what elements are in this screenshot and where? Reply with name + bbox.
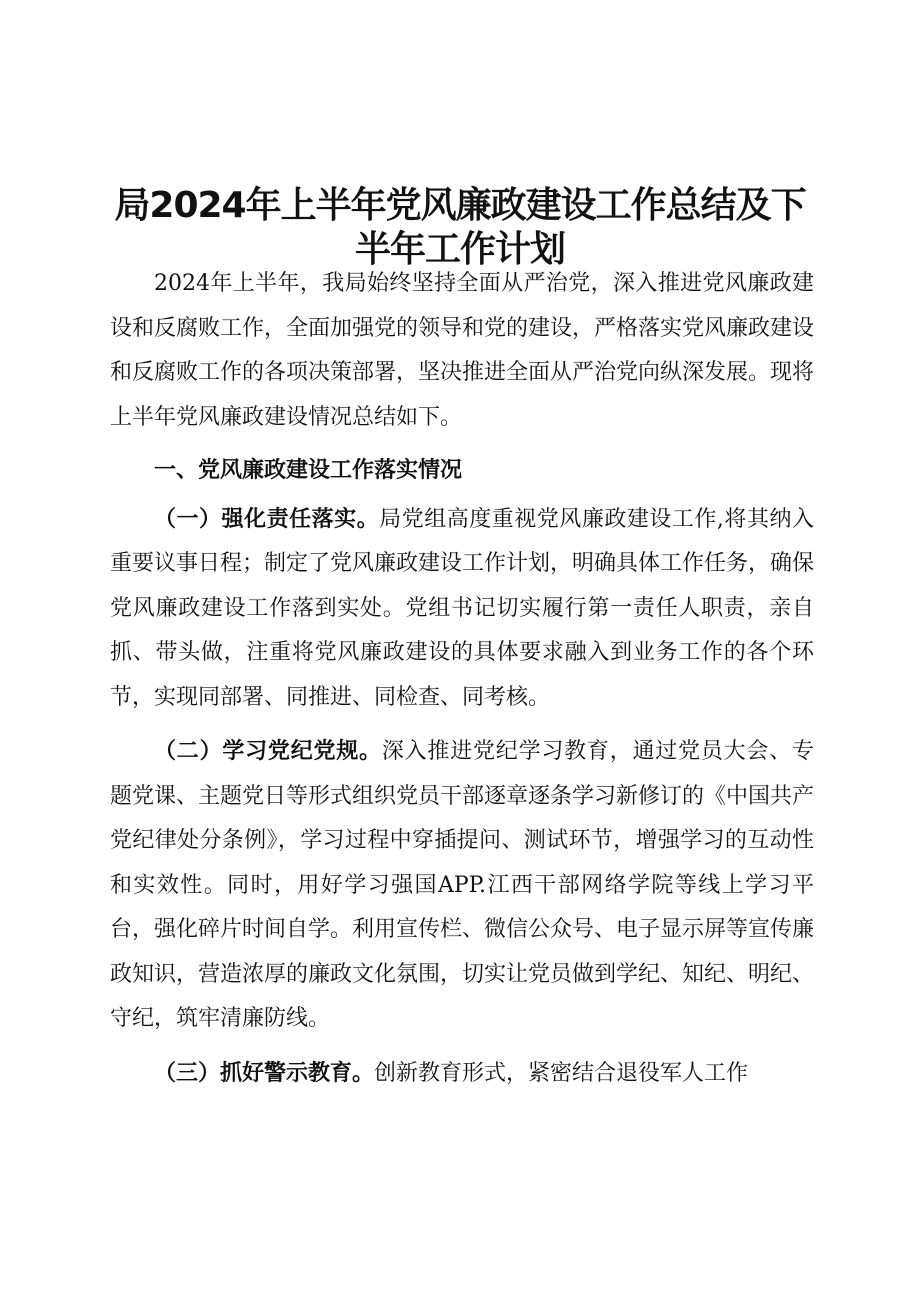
- item-paragraph-2: [110, 729, 814, 1042]
- item-body-3: 创新教育形式，紧密结合退役军人工作: [374, 1060, 749, 1086]
- item-lead-1: （一）强化责任落实。: [154, 505, 380, 532]
- item-body-2: 深入推进党纪学习教育，通过党员大会、专题党课、主题党日等形式组织党员干部逐章逐条学习新修订的《中国共产党纪律处分条例》，学习过程中穿插提问、测试环节，增强学习的互动性和实效性。同时，用好学习强国APP.江西干部网络学院等线上学习平台，强化碎片时间自学。利用宣传栏、微信公众号、电子显示屏等宣传廉政知识，营造浓厚的廉政文化氛围，切实让党员做到学纪、知纪、明纪、守纪，筑牢清廉防线。: [110, 739, 815, 1031]
- title-line-2: 半年工作计划: [354, 229, 565, 271]
- section-heading-1: 一、党风廉政建设工作落实情况: [154, 457, 463, 483]
- item-paragraph-3: [110, 1051, 814, 1097]
- title-line-1: 局2024年上半年党风廉政建设工作总结及下: [114, 185, 806, 227]
- item-lead-3: （三）抓好警示教育。: [154, 1059, 375, 1086]
- intro-paragraph: 2024年上半年，我局始终坚持全面从严治党，深入推进党风廉政建设和反腐败工作，全面加强党的领导和党的建设，严格落实党风廉政建设和反腐败工作的各项决策部署，坚决推进全面从严治党向纵深发展。现将上半年党风廉政建设情况总结如下。: [110, 271, 815, 430]
- item-lead-2: （二）学习党纪党规。: [154, 738, 382, 764]
- item-paragraph-1: [110, 497, 814, 721]
- item-body-1: 局党组高度重视党风廉政建设工作,将其纳入重要议事日程；制定了党风廉政建设工作计划，明确具体工作任务，确保党风廉政建设工作落到实处。党组书记切实履行第一责任人职责，亲自抓、带头做，注重将党风廉政建设的具体要求融入到业务工作的各个环节，实现同部署、同推进、同检查、同考核。: [110, 506, 815, 710]
- document-body: [110, 262, 814, 1096]
- document-title: [100, 184, 820, 272]
